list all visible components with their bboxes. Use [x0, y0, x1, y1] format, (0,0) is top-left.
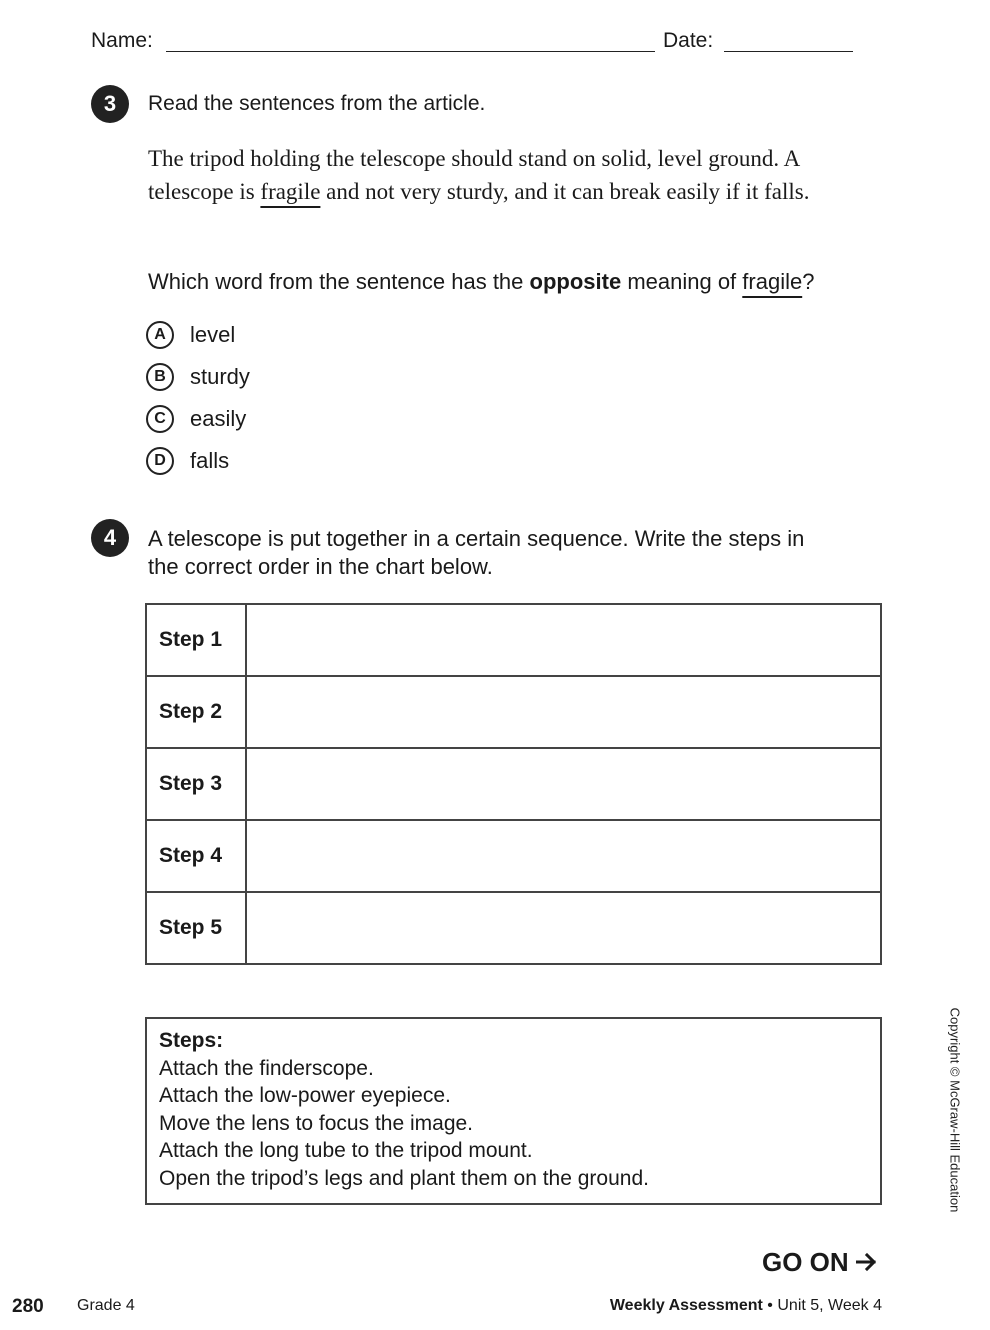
steps-box: [145, 1017, 882, 1205]
question-text-1: Which word from the sentence has the: [148, 269, 530, 294]
step-4-label: Step 4: [146, 820, 246, 892]
passage-text-1: The tripod holding the telescope should stand on solid, level ground. A telescope is: [148, 146, 799, 204]
step-4-answer-cell[interactable]: [246, 820, 881, 892]
option-a-text: level: [190, 322, 236, 347]
question-3-question: [148, 268, 814, 296]
option-c-bubble[interactable]: C: [146, 405, 174, 433]
question-text-2: meaning of: [621, 269, 743, 294]
question-bold-word: opposite: [529, 269, 622, 294]
option-b[interactable]: [146, 356, 250, 398]
question-end: ?: [802, 269, 815, 294]
option-d-text: falls: [190, 448, 230, 473]
go-on-indicator: [762, 1247, 878, 1278]
steps-title: Steps:: [159, 1029, 224, 1052]
table-row: [146, 748, 881, 820]
list-item: Open the tripod’s legs and plant them on the ground.: [159, 1166, 649, 1190]
question-3-passage: [148, 142, 888, 208]
table-row: [146, 892, 881, 964]
list-item: Move the lens to focus the image.: [159, 1111, 474, 1135]
name-label: Name:: [91, 29, 153, 52]
step-5-label: Step 5: [146, 892, 246, 964]
table-row: [146, 604, 881, 676]
step-2-answer-cell[interactable]: [246, 676, 881, 748]
steps-chart: [145, 603, 882, 965]
assessment-info: [610, 1297, 882, 1315]
table-row: [146, 676, 881, 748]
option-c-text: easily: [190, 406, 247, 431]
footer-bullet: •: [767, 1297, 773, 1314]
list-item: Attach the low-power eyepiece.: [159, 1084, 451, 1107]
copyright-notice: Copyright © McGraw-Hill Education: [947, 1007, 963, 1213]
grade-label: Grade 4: [77, 1297, 135, 1314]
passage-underlined-word: fragile: [260, 179, 321, 204]
step-3-label: Step 3: [146, 748, 246, 820]
question-3-number: 3: [91, 85, 129, 123]
option-c[interactable]: [146, 398, 250, 440]
list-item: Attach the long tube to the tripod mount.: [159, 1139, 533, 1162]
step-3-answer-cell[interactable]: [246, 748, 881, 820]
step-1-answer-cell[interactable]: [246, 604, 881, 676]
table-row: [146, 820, 881, 892]
option-b-text: sturdy: [190, 364, 250, 389]
answer-options: [146, 314, 250, 482]
option-d[interactable]: [146, 440, 250, 482]
question-4-prompt: [148, 525, 804, 581]
option-a-bubble[interactable]: A: [146, 321, 174, 349]
option-a[interactable]: [146, 314, 250, 356]
list-item: Attach the finderscope.: [159, 1056, 374, 1080]
option-b-bubble[interactable]: B: [146, 363, 174, 391]
name-field-line[interactable]: [166, 51, 655, 52]
question-4-number: 4: [91, 519, 129, 557]
question-underlined-word: fragile: [742, 269, 803, 294]
question-4-prompt-line-2: the correct order in the chart below.: [148, 554, 493, 579]
date-label: Date:: [663, 29, 714, 52]
date-field-line[interactable]: [724, 51, 853, 52]
unit-week: Unit 5, Week 4: [777, 1297, 882, 1314]
step-2-label: Step 2: [146, 676, 246, 748]
arrow-right-icon: [856, 1252, 878, 1272]
question-4-prompt-line-1: A telescope is put together in a certain sequence. Write the steps in: [148, 526, 805, 551]
assessment-title: Weekly Assessment: [609, 1297, 763, 1314]
step-1-label: Step 1: [146, 604, 246, 676]
go-on-label: GO ON: [762, 1247, 849, 1277]
question-3-prompt: Read the sentences from the article.: [148, 92, 486, 115]
step-5-answer-cell[interactable]: [246, 892, 881, 964]
passage-text-2: and not very sturdy, and it can break easily if it falls.: [320, 179, 810, 204]
option-d-bubble[interactable]: D: [146, 447, 174, 475]
page-number: 280: [12, 1296, 44, 1317]
